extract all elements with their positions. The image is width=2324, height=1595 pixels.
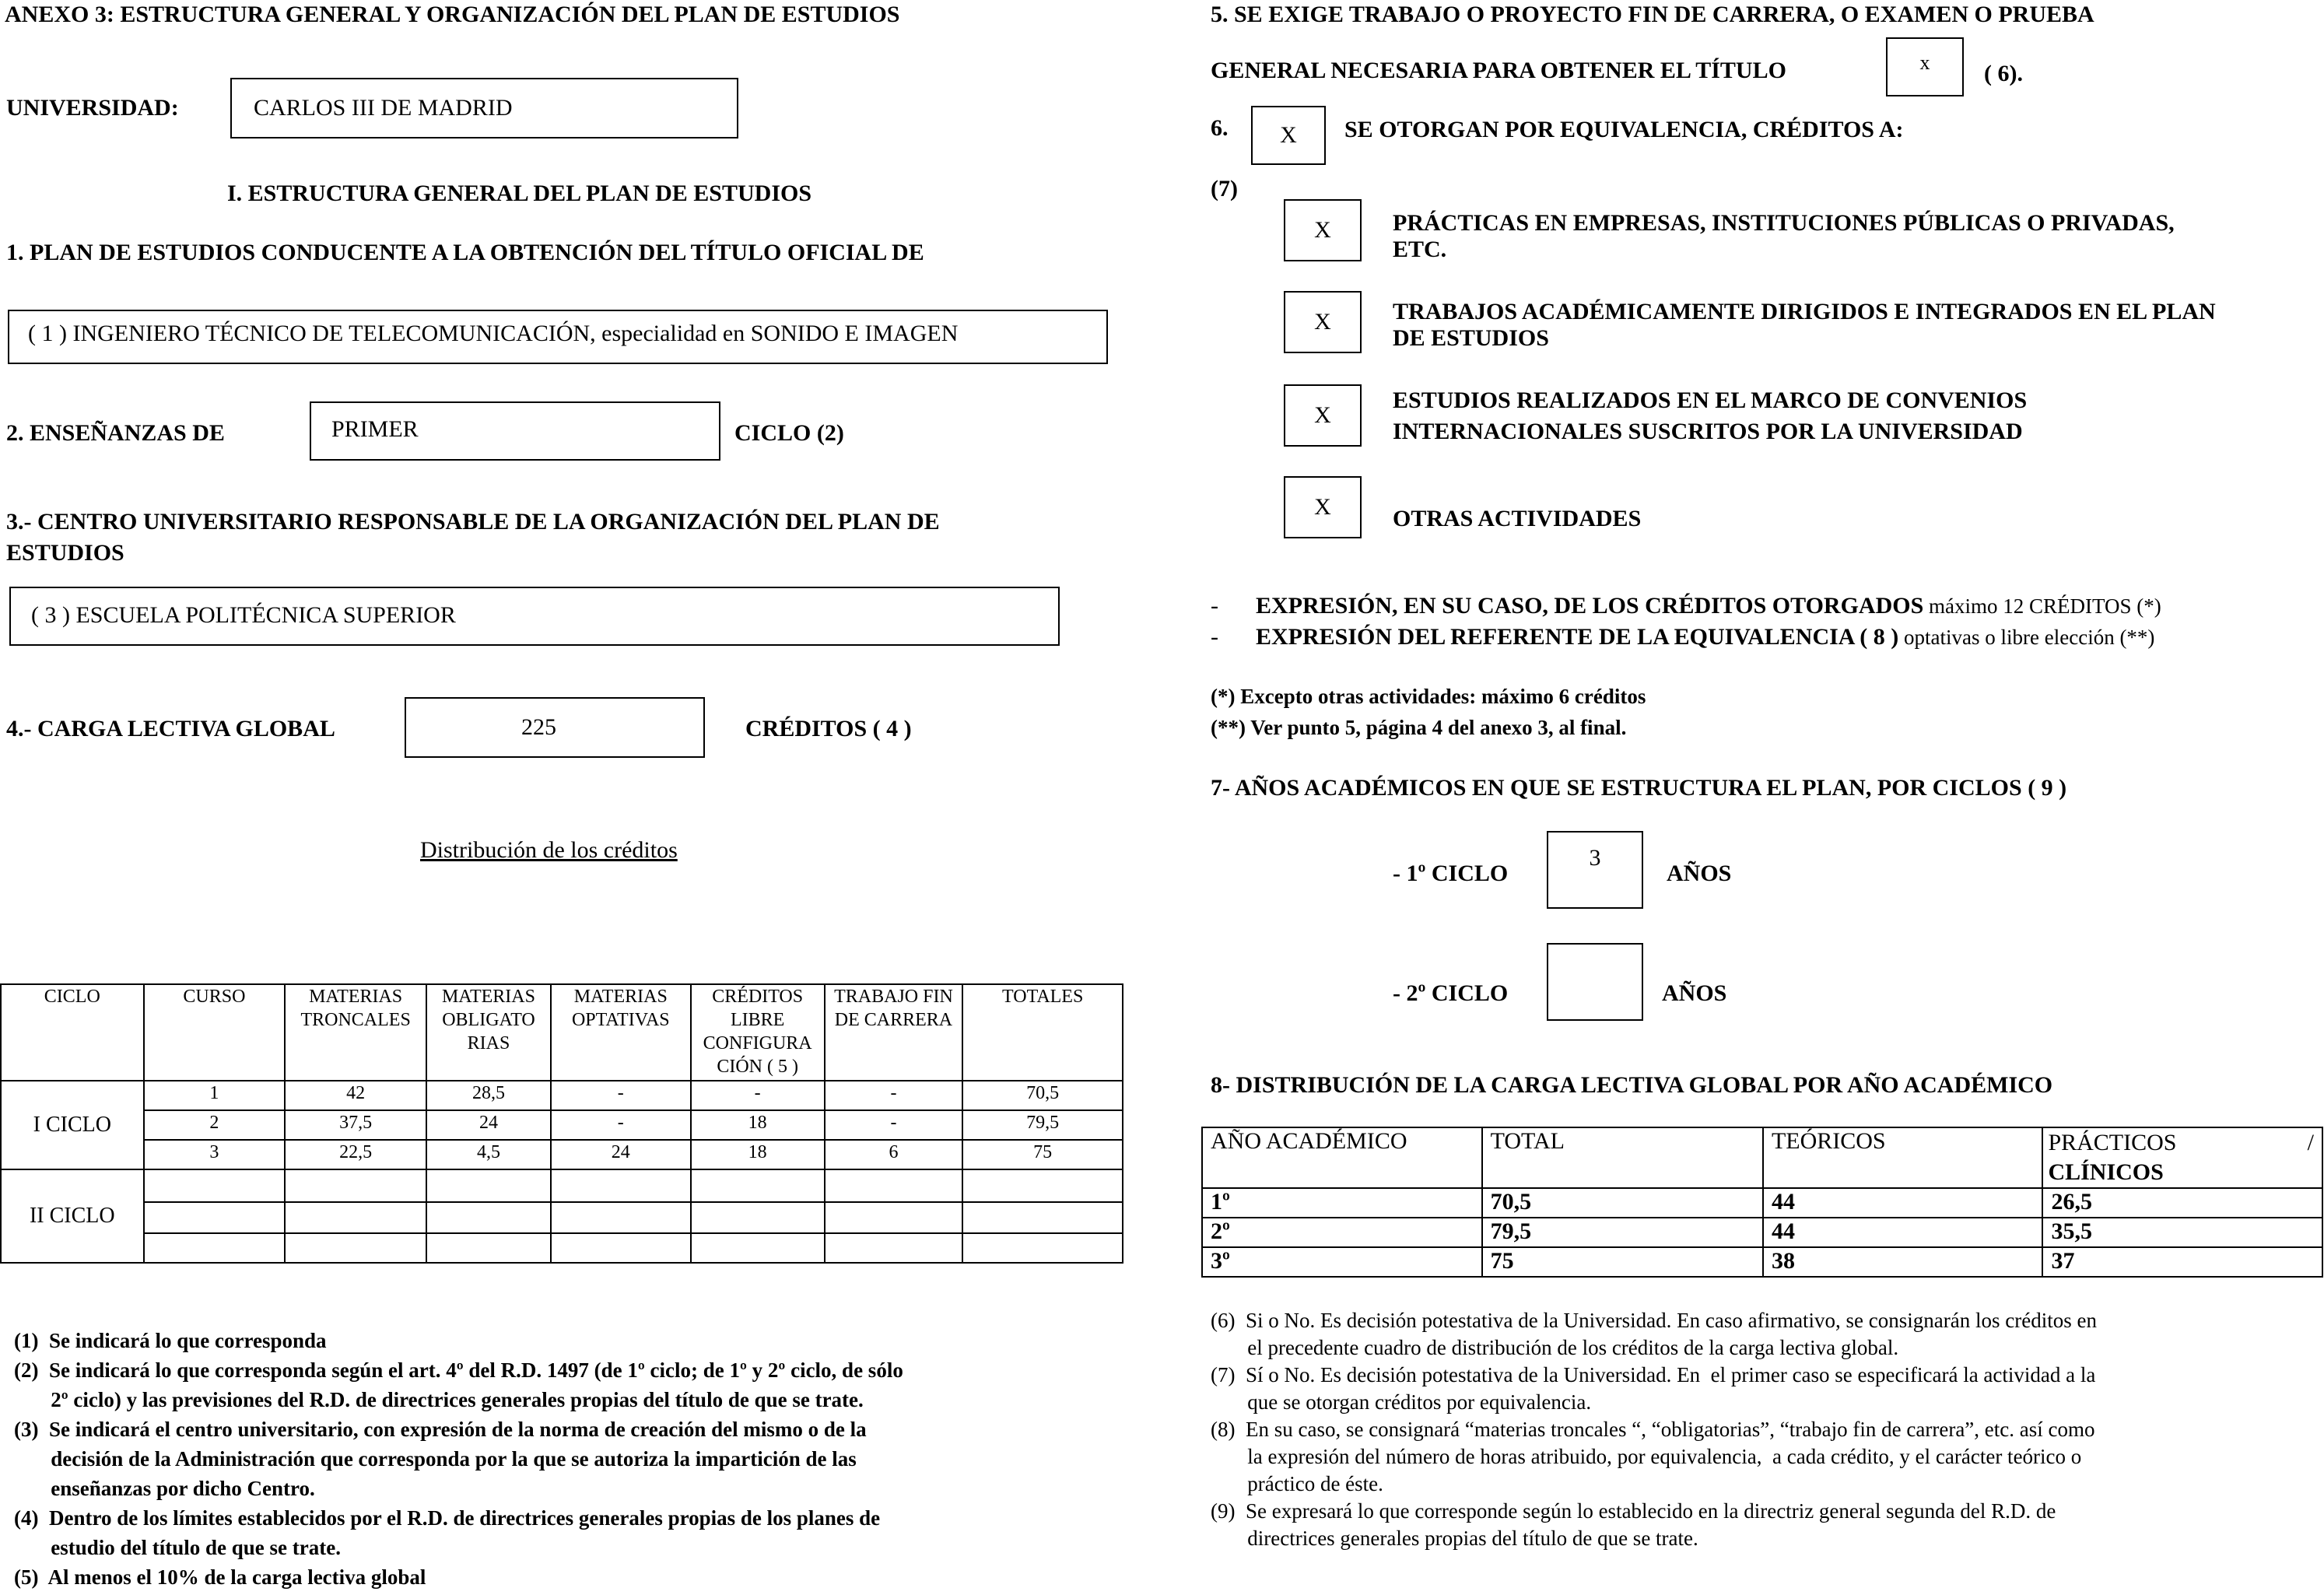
- footnote-7: (7) Sí o No. Es decisión potestativa de la Universidad. En el primer caso se especificará la actividad a la: [1211, 1363, 2096, 1386]
- header-curso: CURSO: [144, 984, 286, 1081]
- header-slash: /: [2307, 1130, 2314, 1155]
- expression-referent: - EXPRESIÓN DEL REFERENTE DE LA EQUIVALENCIA ( 8 ) optativas o libre elección (**): [1211, 624, 2155, 650]
- footnote-7b: que se otorgan créditos por equivalencia.: [1211, 1390, 1592, 1414]
- header-ano: AÑO ACADÉMICO: [1202, 1127, 1482, 1188]
- table-row: [1, 1233, 1123, 1263]
- table-cell: -: [825, 1081, 963, 1110]
- footnote-6b: el precedente cuadro de distribución de los créditos de la carga lectiva global.: [1211, 1336, 1899, 1359]
- cycle2-years-box: [1547, 943, 1643, 1021]
- option-checkbox-convenios: X: [1284, 384, 1362, 447]
- item6-checkbox: X: [1251, 106, 1326, 165]
- option-trabajos-line2: DE ESTUDIOS: [1393, 325, 1549, 351]
- item2-suffix: CICLO (2): [734, 420, 844, 446]
- cycle2-label: - 2º CICLO: [1393, 980, 1509, 1006]
- table-row: [1, 1140, 1123, 1169]
- credits-value: 225: [521, 714, 556, 740]
- table-cell: 1º: [1202, 1188, 1482, 1218]
- footnote-1: (1) Se indicará lo que corresponda: [14, 1329, 327, 1352]
- academic-year-table: [1201, 1127, 2323, 1278]
- table-cell: 1: [144, 1081, 286, 1110]
- footnote-6: (6) Si o No. Es decisión potestativa de la Universidad. En caso afirmativo, se consignarán los créditos en: [1211, 1309, 2097, 1332]
- left-footnotes: [14, 1326, 1127, 1592]
- item4-label: 4.- CARGA LECTIVA GLOBAL: [6, 716, 335, 741]
- table-row: [1202, 1188, 2322, 1218]
- table-cell: 79,5: [1482, 1218, 1763, 1247]
- table-cell: 3: [144, 1140, 286, 1169]
- table-cell: -: [691, 1081, 825, 1110]
- item5-line1: 5. SE EXIGE TRABAJO O PROYECTO FIN DE CARRERA, O EXAMEN O PRUEBA: [1211, 2, 2094, 27]
- table-cell: 2º: [1202, 1218, 1482, 1247]
- center-value: ( 3 ) ESCUELA POLITÉCNICA SUPERIOR: [31, 602, 456, 628]
- header-libre-configuracion: CRÉDITOS LIBRE CONFIGURA CIÓN ( 5 ): [691, 984, 825, 1081]
- table-row: [1202, 1247, 2322, 1277]
- table-cell: 44: [1763, 1218, 2043, 1247]
- cycle2-suffix: AÑOS: [1662, 980, 1727, 1006]
- table-cell: 42: [285, 1081, 426, 1110]
- table-cell: 3º: [1202, 1247, 1482, 1277]
- cycle1-label: - 1º CICLO: [1393, 861, 1509, 886]
- footnote-8: (8) En su caso, se consignará “materias troncales “, “obligatorias”, “trabajo fin de carrera”, etc. así como: [1211, 1418, 2095, 1441]
- table-cell: 6: [825, 1140, 963, 1169]
- footnote-5: (5) Al menos el 10% de la carga lectiva global: [14, 1565, 426, 1589]
- section-title: I. ESTRUCTURA GENERAL DEL PLAN DE ESTUDIOS: [227, 181, 812, 206]
- annex-title: ANEXO 3: ESTRUCTURA GENERAL Y ORGANIZACIÓN DEL PLAN DE ESTUDIOS: [5, 2, 900, 27]
- table-cell: -: [551, 1110, 691, 1140]
- option-convenios-line2: INTERNACIONALES SUSCRITOS POR LA UNIVERSIDAD: [1393, 419, 2023, 444]
- table-cell: 75: [962, 1140, 1123, 1169]
- footnote-9b: directrices generales propias del título de que se trate.: [1211, 1527, 1698, 1550]
- footnote-2b: 2º ciclo) y las previsiones del R.D. de directrices generales propias del título de que se trate.: [14, 1388, 864, 1411]
- cycle-value: PRIMER: [331, 416, 419, 442]
- header-obligatorias: MATERIAS OBLIGATO RIAS: [426, 984, 551, 1081]
- table-cell: 28,5: [426, 1081, 551, 1110]
- item5-checkbox: x: [1886, 37, 1964, 96]
- title-value: ( 1 ) INGENIERO TÉCNICO DE TELECOMUNICACIÓN, especialidad en SONIDO E IMAGEN: [28, 321, 959, 346]
- table-cell: -: [825, 1110, 963, 1140]
- footnote-8c: práctico de éste.: [1211, 1472, 1383, 1495]
- option-checkbox-trabajos: X: [1284, 291, 1362, 353]
- footnote-9: (9) Se expresará lo que corresponde según lo establecido en la directriz general segunda del R.D. de: [1211, 1499, 2056, 1523]
- option-practicas-line2: ETC.: [1393, 237, 1447, 262]
- table-cell: 70,5: [962, 1081, 1123, 1110]
- table-cell: 24: [551, 1140, 691, 1169]
- item7-title: 7- AÑOS ACADÉMICOS EN QUE SE ESTRUCTURA EL PLAN, POR CICLOS ( 9 ): [1211, 775, 2067, 801]
- option-otras-line1: OTRAS ACTIVIDADES: [1393, 506, 1642, 531]
- header-totales: TOTALES: [962, 984, 1123, 1081]
- footnote-3: (3) Se indicará el centro universitario, con expresión de la norma de creación del mismo o de la: [14, 1418, 867, 1441]
- credits-distribution-table: [0, 983, 1123, 1264]
- item5-line2: GENERAL NECESARIA PARA OBTENER EL TÍTULO: [1211, 58, 1786, 83]
- table-row: [1, 1169, 1123, 1202]
- table-header-row: [1202, 1127, 2322, 1188]
- footnote-double-asterisk: (**) Ver punto 5, página 4 del anexo 3, al final.: [1211, 716, 1627, 739]
- table-cell: 2: [144, 1110, 286, 1140]
- table-cell: 70,5: [1482, 1188, 1763, 1218]
- footnote-4b: estudio del título de que se trate.: [14, 1536, 341, 1559]
- option-practicas-line1: PRÁCTICAS EN EMPRESAS, INSTITUCIONES PÚBLICAS O PRIVADAS,: [1393, 210, 2175, 236]
- table-cell: 24: [426, 1110, 551, 1140]
- item1-label: 1. PLAN DE ESTUDIOS CONDUCENTE A LA OBTENCIÓN DEL TÍTULO OFICIAL DE: [6, 240, 924, 265]
- table-row: [1, 1081, 1123, 1110]
- distribution-title: Distribución de los créditos: [420, 837, 678, 863]
- footnote-8b: la expresión del número de horas atribuido, por equivalencia, a cada crédito, y el carácter teórico o: [1211, 1445, 2082, 1468]
- header-teoricos: TEÓRICOS: [1763, 1127, 2043, 1188]
- option-checkbox-practicas: X: [1284, 199, 1362, 261]
- item2-label: 2. ENSEÑANZAS DE: [6, 420, 225, 446]
- header-total: TOTAL: [1482, 1127, 1763, 1188]
- university-label: UNIVERSIDAD:: [6, 95, 179, 121]
- table-cell: 18: [691, 1110, 825, 1140]
- ciclo2-label: II CICLO: [1, 1169, 144, 1263]
- item7-ref: (7): [1211, 176, 1238, 202]
- table-cell: 37: [2042, 1247, 2322, 1277]
- table-row: [1, 1202, 1123, 1233]
- table-cell: 26,5: [2042, 1188, 2322, 1218]
- expression-referent-value: optativas o libre elección (**): [1898, 626, 2155, 649]
- option-trabajos-line1: TRABAJOS ACADÉMICAMENTE DIRIGIDOS E INTEGRADOS EN EL PLAN: [1393, 299, 2216, 324]
- item6-label: SE OTORGAN POR EQUIVALENCIA, CRÉDITOS A:: [1344, 117, 1904, 142]
- header-clinicos-label: CLÍNICOS: [2048, 1159, 2164, 1185]
- item8-title: 8- DISTRIBUCIÓN DE LA CARGA LECTIVA GLOBAL POR AÑO ACADÉMICO: [1211, 1072, 2053, 1098]
- option-checkbox-otras: X: [1284, 476, 1362, 538]
- table-cell: 79,5: [962, 1110, 1123, 1140]
- header-practicos: [2042, 1127, 2322, 1188]
- footnote-2: (2) Se indicará lo que corresponda según el art. 4º del R.D. 1497 (de 1º ciclo; de 1º y 2º ciclo, de sólo: [14, 1358, 903, 1382]
- header-optativas: MATERIAS OPTATIVAS: [551, 984, 691, 1081]
- expression-credits-value: máximo 12 CRÉDITOS (*): [1923, 594, 2161, 618]
- university-value: CARLOS III DE MADRID: [254, 95, 513, 121]
- table-cell: 22,5: [285, 1140, 426, 1169]
- footnote-4: (4) Dentro de los límites establecidos por el R.D. de directrices generales propias de los planes de: [14, 1506, 881, 1530]
- header-ciclo: CICLO: [1, 984, 144, 1081]
- header-practicos-label: PRÁCTICOS: [2048, 1130, 2177, 1155]
- table-cell: 44: [1763, 1188, 2043, 1218]
- table-cell: 35,5: [2042, 1218, 2322, 1247]
- table-cell: 4,5: [426, 1140, 551, 1169]
- cycle1-suffix: AÑOS: [1667, 861, 1732, 886]
- option-convenios-line1: ESTUDIOS REALIZADOS EN EL MARCO DE CONVENIOS: [1393, 387, 2028, 413]
- table-row: [1202, 1218, 2322, 1247]
- table-cell: 38: [1763, 1247, 2043, 1277]
- header-trabajo-fin: TRABAJO FIN DE CARRERA: [825, 984, 963, 1081]
- item6-number: 6.: [1211, 115, 1229, 141]
- ciclo1-label: I CICLO: [1, 1081, 144, 1169]
- right-footnotes: [1211, 1307, 2315, 1552]
- table-row: [1, 1110, 1123, 1140]
- footnote-asterisk: (*) Excepto otras actividades: máximo 6 créditos: [1211, 685, 1646, 708]
- footnote-3b: decisión de la Administración que corresponda por la que se autoriza la impartición de las: [14, 1447, 857, 1471]
- table-cell: -: [551, 1081, 691, 1110]
- table-cell: 37,5: [285, 1110, 426, 1140]
- item3-label-2: ESTUDIOS: [6, 540, 124, 566]
- header-troncales: MATERIAS TRONCALES: [285, 984, 426, 1081]
- expression-credits-label: EXPRESIÓN, EN SU CASO, DE LOS CRÉDITOS OTORGADOS: [1256, 593, 1924, 619]
- table-cell: 75: [1482, 1247, 1763, 1277]
- table-cell: 18: [691, 1140, 825, 1169]
- table-header-row: [1, 984, 1123, 1081]
- cycle1-years-box: 3: [1547, 831, 1643, 909]
- footnote-3c: enseñanzas por dicho Centro.: [14, 1477, 315, 1500]
- expression-credits: - EXPRESIÓN, EN SU CASO, DE LOS CRÉDITOS OTORGADOS máximo 12 CRÉDITOS (*): [1211, 593, 2161, 619]
- expression-referent-label: EXPRESIÓN DEL REFERENTE DE LA EQUIVALENCIA ( 8 ): [1256, 624, 1899, 650]
- item5-suffix: ( 6).: [1984, 61, 2023, 86]
- item4-suffix: CRÉDITOS ( 4 ): [745, 716, 912, 741]
- item3-label-1: 3.- CENTRO UNIVERSITARIO RESPONSABLE DE LA ORGANIZACIÓN DEL PLAN DE: [6, 509, 940, 535]
